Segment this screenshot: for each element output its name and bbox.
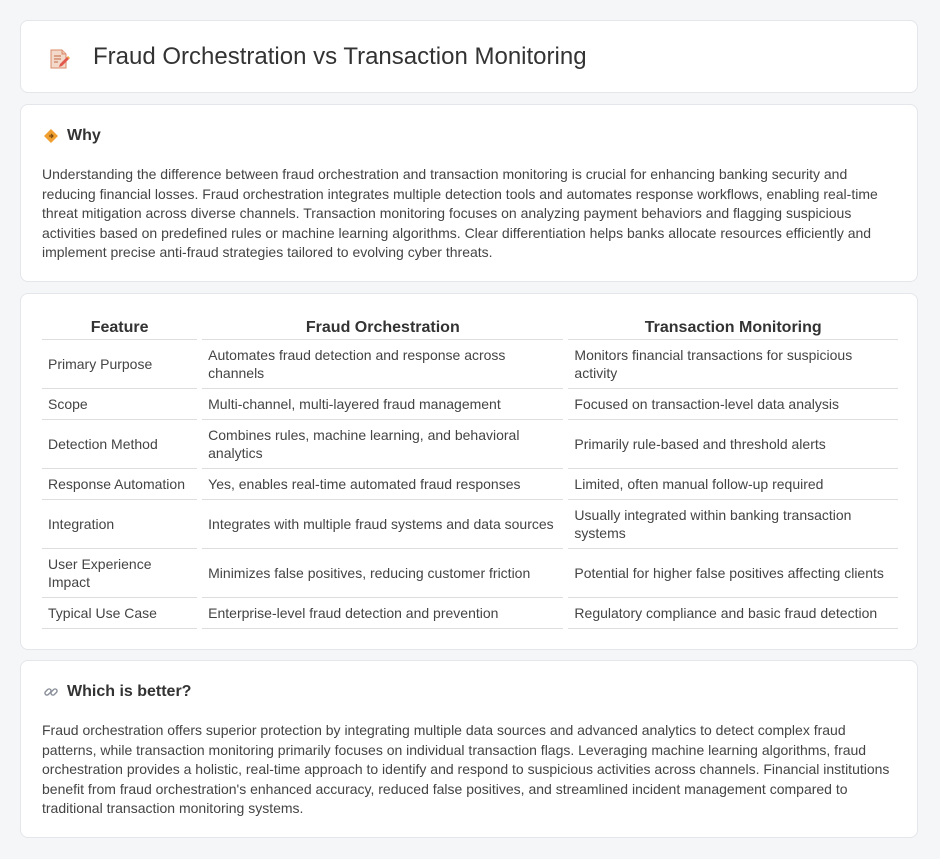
better-section xyxy=(20,660,918,838)
title-card xyxy=(20,20,918,93)
table-header: Fraud Orchestration xyxy=(202,316,563,340)
table-cell: Automates fraud detection and response across channels xyxy=(202,340,563,389)
comparison-section xyxy=(20,293,918,650)
table-cell: User Experience Impact xyxy=(42,549,197,598)
why-paragraph: Understanding the difference between fraud orchestration and transaction monitoring is crucial for enhancing banking security and reducing financial losses. Fraud orchestration integrates multiple detection tools and automates response workflows, enabling real-time threat mitigation across diverse channels. Transaction monitoring focuses on analyzing payment behaviors and flagging suspicious activities based on predefined rules or machine learning algorithms. Clear differentiation helps banks allocate resources efficiently and implement precise anti-fraud strategies tailored to evolving cyber threats. xyxy=(42,166,878,261)
table-cell: Minimizes false positives, reducing customer friction xyxy=(202,549,563,598)
table-cell: Yes, enables real-time automated fraud responses xyxy=(202,469,563,500)
table-cell: Primary Purpose xyxy=(42,340,197,389)
page-title: Fraud Orchestration vs Transaction Monitoring xyxy=(93,43,587,70)
table-cell: Regulatory compliance and basic fraud detection xyxy=(568,598,898,629)
table-cell: Potential for higher false positives affecting clients xyxy=(568,549,898,598)
table-row xyxy=(42,469,898,500)
why-heading xyxy=(43,127,101,145)
table-cell: Multi-channel, multi-layered fraud management xyxy=(202,389,563,420)
table-row xyxy=(42,340,898,389)
table-cell: Response Automation xyxy=(42,469,197,500)
document-pen-icon xyxy=(47,47,71,71)
better-heading-label: Which is better? xyxy=(67,683,192,700)
table-cell: Primarily rule-based and threshold alerts xyxy=(568,420,898,469)
table-row xyxy=(42,500,898,549)
table-cell: Usually integrated within banking transaction systems xyxy=(568,500,898,549)
table-header: Feature xyxy=(42,316,197,340)
table-header: Transaction Monitoring xyxy=(568,316,898,340)
table-cell: Integrates with multiple fraud systems and data sources xyxy=(202,500,563,549)
why-heading-label: Why xyxy=(67,127,101,144)
table-header-row xyxy=(42,316,898,340)
table-row xyxy=(42,549,898,598)
table-cell: Monitors financial transactions for suspicious activity xyxy=(568,340,898,389)
table-cell: Limited, often manual follow-up required xyxy=(568,469,898,500)
table-cell: Integration xyxy=(42,500,197,549)
table-row xyxy=(42,420,898,469)
table-cell: Detection Method xyxy=(42,420,197,469)
table-cell: Combines rules, machine learning, and behavioral analytics xyxy=(202,420,563,469)
why-section xyxy=(20,104,918,282)
better-paragraph: Fraud orchestration offers superior protection by integrating multiple data sources and advanced analytics to detect complex fraud patterns, while transaction monitoring primarily focuses on individual transaction flags. Leveraging machine learning algorithms, fraud orchestration provides a holistic, real-time approach to identify and respond to suspicious activities across channels. Financial institutions benefit from fraud orchestration's enhanced accuracy, reduced false positives, and streamlined incident management compared to traditional transaction monitoring systems. xyxy=(42,722,890,817)
table-cell: Typical Use Case xyxy=(42,598,197,629)
table-cell: Scope xyxy=(42,389,197,420)
comparison-table xyxy=(42,316,898,629)
table-row xyxy=(42,598,898,629)
better-heading xyxy=(43,683,191,701)
table-cell: Focused on transaction-level data analysis xyxy=(568,389,898,420)
diamond-sign-icon xyxy=(43,128,59,144)
table-row xyxy=(42,389,898,420)
table-cell: Enterprise-level fraud detection and prevention xyxy=(202,598,563,629)
link-icon xyxy=(43,684,59,700)
